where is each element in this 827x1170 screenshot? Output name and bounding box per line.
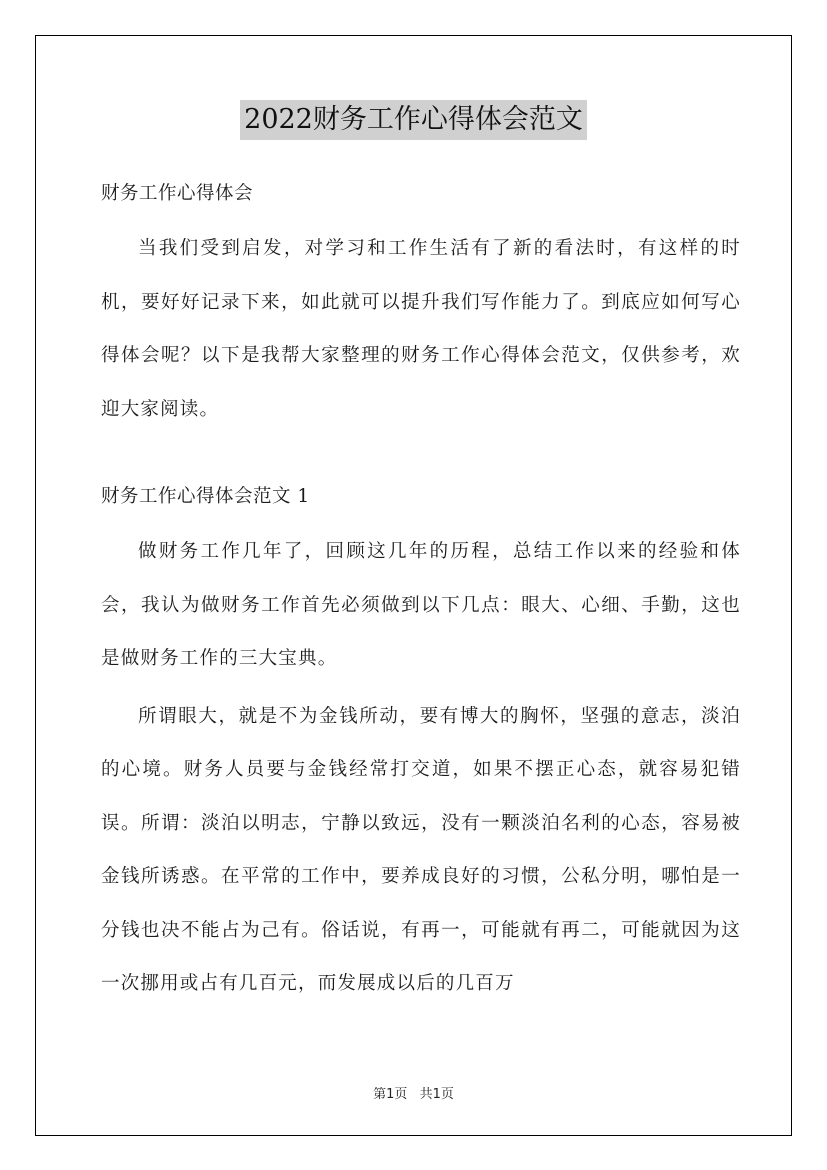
page-number-current: 第1页 [373, 1087, 408, 1102]
section-heading-1: 财务工作心得体会 [101, 183, 254, 204]
spacer [101, 436, 741, 481]
page-number-total: 共1页 [419, 1087, 454, 1102]
intro-paragraph: 当我们受到启发，对学习和工作生活有了新的看法时，有这样的时机，要好好记录下来，如此就可以提升我们写作能力了。到底应如何写心得体会呢？以下是我帮大家整理的财务工作心得体会范文，仅供参考，欢迎大家阅读。 [101, 238, 741, 420]
spacer [101, 210, 741, 222]
title-container [0, 100, 827, 140]
document-body [101, 178, 741, 1011]
body-paragraph-1: 做财务工作几年了，回顾这几年的历程，总结工作以来的经验和体会，我认为做财务工作首先必须做到以下几点：眼大、心细、手勤，这也是做财务工作的三大宝典。 [101, 541, 741, 669]
body-paragraph-2: 所谓眼大，就是不为金钱所动，要有博大的胸怀，坚强的意志，淡泊的心境。财务人员要与金钱经常打交道，如果不摆正心态，就容易犯错误。所谓：淡泊以明志，宁静以致远，没有一颗淡泊名利的心态，容易被金钱所诱惑。在平常的工作中，要养成良好的习惯，公私分明，哪怕是一分钱也决不能占为己有。俗话说，有再一，可能就有再二，可能就因为这一次挪用或占有几百元，而发展成以后的几百万 [101, 705, 741, 994]
document-title: 2022财务工作心得体会范文 [240, 100, 587, 140]
section-heading-2: 财务工作心得体会范文 1 [101, 486, 310, 507]
spacer [101, 513, 741, 525]
page-footer [0, 1083, 827, 1102]
